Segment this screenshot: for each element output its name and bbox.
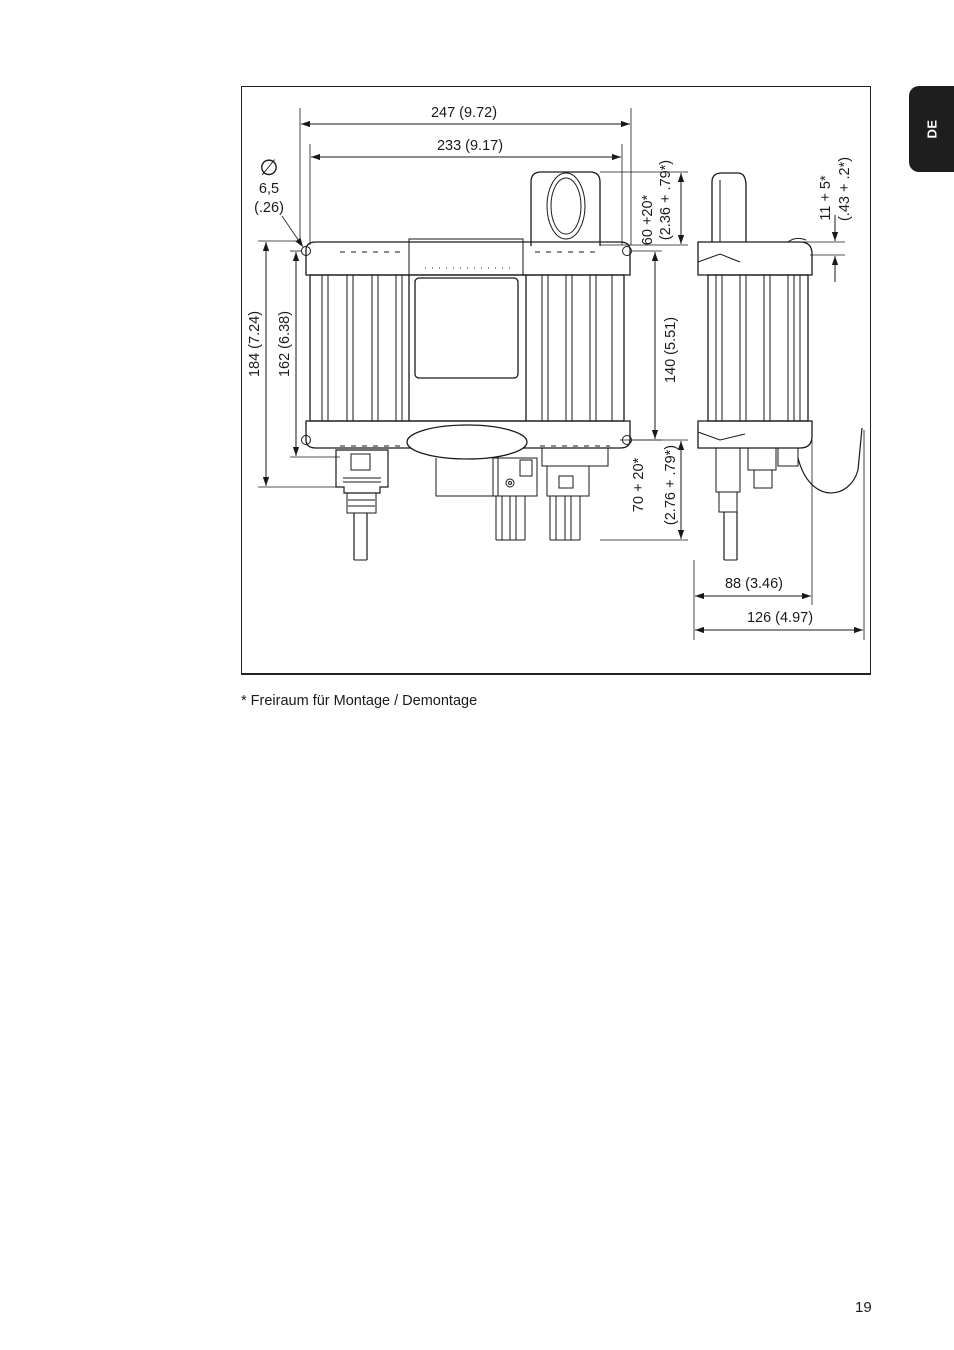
footnote: * Freiraum für Montage / Demontage bbox=[241, 693, 478, 709]
dim-label-162: 162 (6.38) bbox=[277, 310, 293, 378]
dim-label-11-mm: 11 + 5* bbox=[818, 175, 834, 221]
hole-diameter-in: (.26) bbox=[254, 200, 284, 216]
side-view bbox=[698, 173, 862, 560]
dim-label-247: 247 (9.72) bbox=[430, 105, 498, 121]
page-number: 19 bbox=[855, 1299, 872, 1316]
dim-label-70-mm: 70 + 20* bbox=[631, 457, 647, 513]
front-view bbox=[302, 172, 632, 560]
dimension-drawing bbox=[241, 86, 871, 675]
drawing-frame bbox=[241, 86, 871, 675]
dim-label-88: 88 (3.46) bbox=[724, 576, 784, 592]
dim-label-60-in: (2.36 + .79*) bbox=[658, 159, 674, 241]
dim-label-126: 126 (4.97) bbox=[746, 610, 814, 626]
dim-label-70-in: (2.76 + .79*) bbox=[663, 444, 679, 526]
dim-label-60-mm: 60 +20* bbox=[640, 194, 656, 246]
hole-diameter-symbol: ∅ bbox=[259, 155, 279, 180]
hole-diameter-mm: 6,5 bbox=[258, 181, 280, 197]
dim-label-233: 233 (9.17) bbox=[436, 138, 504, 154]
dim-label-184: 184 (7.24) bbox=[247, 310, 263, 378]
language-tab[interactable] bbox=[909, 86, 954, 172]
dim-label-140: 140 (5.51) bbox=[663, 316, 679, 384]
language-tab-label: DE bbox=[924, 119, 939, 139]
dim-label-11-in: (.43 + .2*) bbox=[837, 156, 853, 222]
